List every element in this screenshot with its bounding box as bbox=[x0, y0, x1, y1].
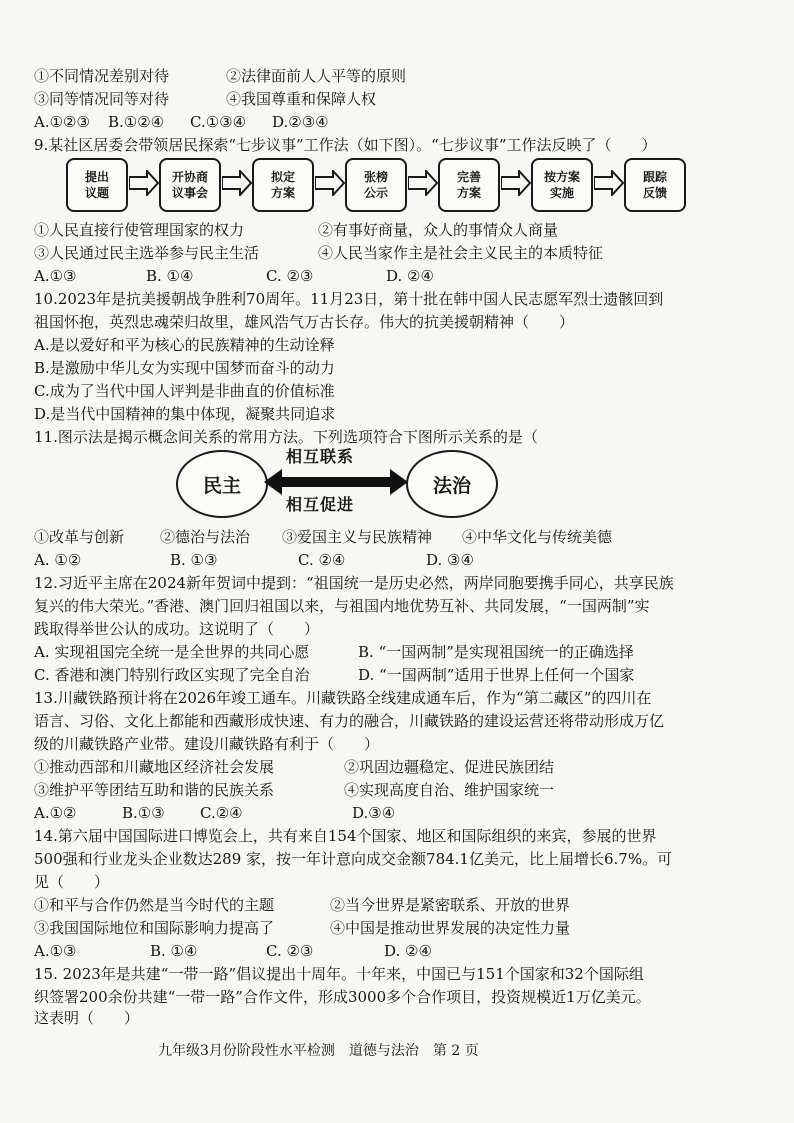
flow-step-5-line-1: 完善 bbox=[456, 170, 481, 184]
q8-choice-b: B.①②④ bbox=[108, 113, 165, 131]
diagram-oval-right: 法治 bbox=[406, 450, 498, 518]
q15-stem-line-2: 织签署200余份共建“一带一路”合作文件，形成3000多个合作项目，投资规模近1万亿美元。 bbox=[34, 988, 651, 1006]
flow-step-4 bbox=[345, 158, 407, 212]
q14-choice-d: D. ②④ bbox=[384, 942, 432, 960]
q14-option-3: ③我国国际地位和国际影响力提高了 bbox=[34, 919, 275, 937]
q8-choice-c: C.①③④ bbox=[190, 113, 247, 131]
q10-option-b: B.是激励中华儿女为实现中国梦而奋斗的动力 bbox=[34, 359, 335, 377]
q12-option-d: D. “一国两制”适用于世界上任何一个国家 bbox=[358, 666, 635, 684]
flow-step-6 bbox=[531, 158, 593, 212]
q15-stem-line-3: 这表明（ ） bbox=[34, 1009, 140, 1027]
flow-step-1-line-2: 议题 bbox=[84, 186, 109, 200]
q10-stem-line-1: 10.2023年是抗美援朝战争胜利70周年。11月23日，第十批在韩中国人民志愿军烈士遗骸回到 bbox=[34, 290, 664, 308]
flow-step-5 bbox=[438, 158, 500, 212]
q8-option-3: ③同等情况同等对待 bbox=[34, 90, 170, 108]
q14-option-4: ④中国是推动世界发展的决定性力量 bbox=[330, 919, 571, 937]
q8-option-4: ④我国尊重和保障人权 bbox=[226, 90, 377, 108]
q9-choice-d: D. ②④ bbox=[386, 267, 434, 285]
q10-option-d: D.是当代中国精神的集中体现，凝聚共同追求 bbox=[34, 405, 336, 423]
q12-stem-line-1: 12.习近平主席在2024新年贺词中提到：“祖国统一是历史必然，两岸同胞要携手同心，共享民族 bbox=[34, 574, 674, 592]
q13-choice-d: D.③④ bbox=[352, 804, 396, 822]
diagram-oval-left: 民主 bbox=[176, 450, 268, 518]
flow-step-4-line-1: 张榜 bbox=[363, 170, 388, 184]
flow-step-2-line-1: 开协商 bbox=[171, 170, 208, 184]
q14-choice-a: A.①③ bbox=[34, 942, 77, 960]
q12-option-b: B. “一国两制”是实现祖国统一的正确选择 bbox=[358, 643, 634, 661]
flow-step-2 bbox=[159, 158, 221, 212]
flow-step-1 bbox=[66, 158, 128, 212]
flow-step-3-line-1: 拟定 bbox=[270, 170, 295, 184]
q9-option-4: ④人民当家作主是社会主义民主的本质特征 bbox=[318, 244, 604, 262]
flow-step-3 bbox=[252, 158, 314, 212]
q14-stem-line-2: 500强和行业龙头企业数达289 家，按一年计意向成交金额784.1亿美元，比上届增长6.7%。可 bbox=[34, 850, 673, 868]
q9-stem: 9.某社区居委会带领居民探索“七步议事”工作法（如下图）。“七步议事”工作法反映了（ ） bbox=[34, 136, 657, 154]
flow-step-7 bbox=[624, 158, 686, 212]
q11-choice-a: A. ①② bbox=[34, 551, 82, 569]
q13-choice-b: B.①③ bbox=[122, 804, 165, 822]
q11-choice-d: D. ③④ bbox=[426, 551, 474, 569]
q8-choice-d: D.②③④ bbox=[272, 113, 329, 131]
q9-choice-c: C. ②③ bbox=[266, 267, 314, 285]
q14-option-2: ②当今世界是紧密联系、开放的世界 bbox=[330, 896, 571, 914]
flow-step-3-line-2: 方案 bbox=[270, 186, 295, 200]
q13-option-4: ④实现高度自治、维护国家统一 bbox=[344, 781, 555, 799]
q11-option-2: ②德治与法治 bbox=[160, 528, 251, 546]
q13-option-3: ③维护平等团结互助和谐的民族关系 bbox=[34, 781, 275, 799]
flow-step-2-line-2: 议事会 bbox=[171, 186, 208, 200]
flow-step-4-line-2: 公示 bbox=[363, 186, 388, 200]
flow-arrow-icon bbox=[594, 170, 624, 196]
q8-option-1: ①不同情况差别对待 bbox=[34, 67, 170, 85]
q11-choice-b: B. ①③ bbox=[170, 551, 218, 569]
flow-arrow-icon bbox=[408, 170, 438, 196]
q8-option-2: ②法律面前人人平等的原则 bbox=[226, 67, 407, 85]
flow-step-1-line-1: 提出 bbox=[84, 170, 109, 184]
flow-step-7-line-1: 跟踪 bbox=[642, 170, 667, 184]
flow-arrow-icon bbox=[129, 170, 159, 196]
q10-option-c: C.成为了当代中国人评判是非曲直的价值标准 bbox=[34, 382, 335, 400]
flow-step-5-line-2: 方案 bbox=[456, 186, 481, 200]
diagram-label-top: 相互联系 bbox=[286, 447, 355, 466]
q10-stem-line-2: 祖国怀抱，英烈忠魂荣归故里，雄风浩气万古长存。伟大的抗美援朝精神（ ） bbox=[34, 313, 575, 331]
q13-option-2: ②巩固边疆稳定、促进民族团结 bbox=[344, 758, 555, 776]
q12-option-a: A. 实现祖国完全统一是全世界的共同心愿 bbox=[34, 643, 310, 661]
q14-choice-b: B. ①④ bbox=[150, 942, 198, 960]
q9-choice-a: A.①③ bbox=[34, 267, 77, 285]
q13-choice-a: A.①② bbox=[34, 804, 77, 822]
q9-option-3: ③人民通过民主选举参与民主生活 bbox=[34, 244, 260, 262]
q9-choice-b: B. ①④ bbox=[146, 267, 194, 285]
flow-arrow-icon bbox=[315, 170, 345, 196]
q9-option-2: ②有事好商量，众人的事情众人商量 bbox=[318, 221, 559, 239]
diagram-label-bottom: 相互促进 bbox=[286, 495, 355, 514]
q10-option-a: A.是以爱好和平为核心的民族精神的生动诠释 bbox=[34, 336, 335, 354]
q11-option-4: ④中华文化与传统美德 bbox=[462, 528, 613, 546]
q13-stem-line-1: 13.川藏铁路预计将在2026年竣工通车。川藏铁路全线建成通车后，作为“第二藏区”的四川在 bbox=[34, 689, 652, 707]
flow-step-6-line-2: 实施 bbox=[549, 186, 574, 200]
q15-stem-line-1: 15. 2023年是共建“一带一路”倡议提出十周年。十年来，中国已与151个国家和32个国际组 bbox=[34, 965, 644, 983]
q12-stem-line-3: 践取得举世公认的成功。这说明了（ ） bbox=[34, 620, 320, 638]
flow-step-6-line-1: 按方案 bbox=[543, 170, 580, 184]
q8-choice-a: A.①②③ bbox=[34, 113, 90, 131]
q9-option-1: ①人民直接行使管理国家的权力 bbox=[34, 221, 245, 239]
flow-step-7-line-2: 反馈 bbox=[642, 186, 667, 200]
q12-stem-line-2: 复兴的伟大荣光。”香港、澳门回归祖国以来，与祖国内地优势互补、共同发展，“一国两制”实 bbox=[34, 597, 650, 615]
q14-option-1: ①和平与合作仍然是当今时代的主题 bbox=[34, 896, 275, 914]
democracy-rule-of-law-diagram bbox=[176, 444, 496, 520]
q13-stem-line-3: 级的川藏铁路产业带。建设川藏铁路有利于（ ） bbox=[34, 735, 380, 753]
q11-option-1: ①改革与创新 bbox=[34, 528, 125, 546]
q13-option-1: ①推动西部和川藏地区经济社会发展 bbox=[34, 758, 275, 776]
page-footer: 九年级3月份阶段性水平检测 道德与法治 第 2 页 bbox=[158, 1043, 479, 1059]
q11-option-3: ③爱国主义与民族精神 bbox=[282, 528, 433, 546]
q13-choice-c: C.②④ bbox=[200, 804, 243, 822]
q11-choice-c: C. ②④ bbox=[298, 551, 346, 569]
q14-stem-line-1: 14.第六届中国国际进口博览会上，共有来自154个国家、地区和国际组织的来宾，参展的世界 bbox=[34, 827, 657, 845]
q14-stem-line-3: 见（ ） bbox=[34, 873, 110, 891]
q11-stem: 11.图示法是揭示概念间关系的常用方法。下列选项符合下图所示关系的是（ bbox=[34, 428, 538, 446]
q12-option-c: C. 香港和澳门特别行政区实现了完全自治 bbox=[34, 666, 310, 684]
q13-stem-line-2: 语言、习俗、文化上都能和西藏形成快速、有力的融合，川藏铁路的建设运营还将带动形成万亿 bbox=[34, 712, 665, 730]
flow-arrow-icon bbox=[501, 170, 531, 196]
seven-step-flow-diagram bbox=[66, 158, 682, 214]
q14-choice-c: C. ②③ bbox=[266, 942, 314, 960]
flow-arrow-icon bbox=[222, 170, 252, 196]
